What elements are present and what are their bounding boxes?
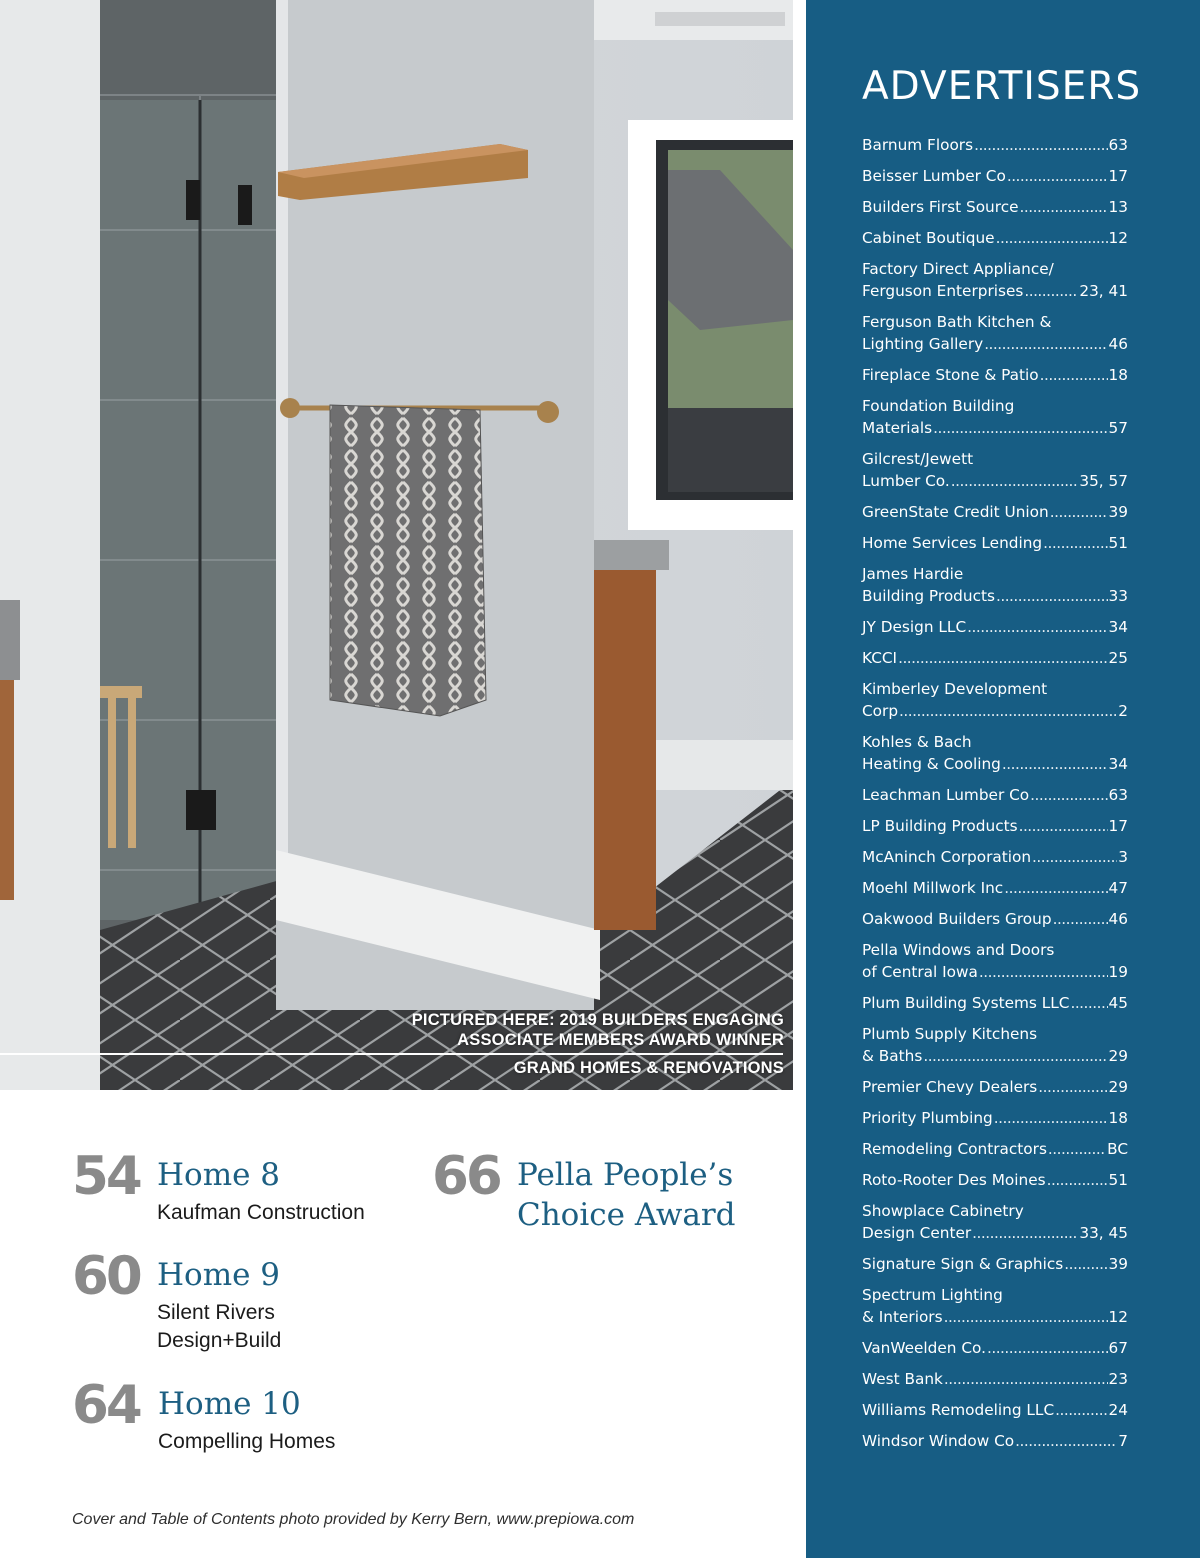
advertiser-row — [862, 784, 1128, 806]
advertiser-entry[interactable] — [862, 258, 1128, 302]
advertiser-row — [862, 1337, 1128, 1359]
advertiser-name: Remodeling Contractors — [862, 1140, 1047, 1158]
advertiser-page: 34 — [1108, 618, 1128, 636]
advertiser-name: VanWeelden Co. — [862, 1339, 986, 1357]
advertiser-name: & Interiors — [862, 1308, 943, 1326]
dot-leader — [1050, 501, 1108, 523]
advertiser-name: GreenState Credit Union — [862, 503, 1049, 521]
advertiser-row — [862, 1107, 1128, 1129]
advertiser-name-line: Gilcrest/Jewett — [862, 450, 974, 468]
feature-subtitle-line-2: Design+Build — [157, 1329, 282, 1352]
caption-divider — [0, 1053, 783, 1055]
advertiser-entry[interactable] — [862, 908, 1128, 930]
bathroom-photo-illustration — [0, 0, 793, 1090]
dot-leader — [1030, 784, 1107, 806]
dot-leader — [987, 1337, 1108, 1359]
advertiser-page: 46 — [1108, 910, 1128, 928]
dot-leader — [1002, 753, 1108, 775]
advertiser-entry[interactable] — [862, 448, 1128, 492]
advertiser-row — [862, 647, 1128, 669]
dot-leader — [951, 470, 1079, 492]
advertiser-name-line: Kimberley Development — [862, 680, 1048, 698]
dot-leader — [1019, 815, 1108, 837]
advertiser-entry[interactable] — [862, 1138, 1128, 1160]
dot-leader — [1004, 877, 1107, 899]
advertiser-page: 12 — [1108, 229, 1128, 247]
advertiser-page: 57 — [1108, 419, 1128, 437]
advertiser-entry[interactable] — [862, 846, 1128, 868]
advertiser-name: Moehl Millwork Inc — [862, 879, 1004, 897]
dot-leader — [974, 134, 1107, 156]
advertiser-name-line: Plumb Supply Kitchens — [862, 1025, 1038, 1043]
advertiser-name: Home Services Lending — [862, 534, 1043, 552]
advertiser-name: Williams Remodeling LLC — [862, 1401, 1055, 1419]
advertiser-name: Premier Chevy Dealers — [862, 1078, 1038, 1096]
dot-leader — [1032, 846, 1117, 868]
dot-leader — [1015, 1430, 1117, 1452]
advertiser-name: Lighting Gallery — [862, 335, 984, 353]
advertiser-entry[interactable] — [862, 1076, 1128, 1098]
feature-title: Home 9 — [157, 1257, 281, 1293]
advertiser-name: Windsor Window Co — [862, 1432, 1015, 1450]
advertiser-entry[interactable] — [862, 1399, 1128, 1421]
dot-leader — [1007, 165, 1108, 187]
advertiser-name: Fireplace Stone & Patio — [862, 366, 1039, 384]
advertiser-entry[interactable] — [862, 1169, 1128, 1191]
feature-page-number: 66 — [432, 1146, 500, 1207]
feature-title-line-2: Choice Award — [517, 1197, 736, 1233]
advertiser-page: 63 — [1108, 786, 1128, 804]
advertiser-entry[interactable] — [862, 563, 1128, 607]
photo-caption-line-2: ASSOCIATE MEMBERS AWARD WINNER — [457, 1031, 784, 1049]
advertiser-entry[interactable] — [862, 196, 1128, 218]
advertiser-page: 18 — [1108, 366, 1128, 384]
advertiser-entry[interactable] — [862, 1284, 1128, 1328]
advertiser-row — [862, 196, 1128, 218]
advertiser-page: 39 — [1108, 503, 1128, 521]
advertiser-entry[interactable] — [862, 1107, 1128, 1129]
advertiser-row — [862, 1169, 1128, 1191]
advertiser-name-line: Pella Windows and Doors — [862, 941, 1055, 959]
advertiser-name: Design Center — [862, 1224, 972, 1242]
advertiser-entry[interactable] — [862, 992, 1128, 1014]
advertiser-page: 47 — [1108, 879, 1128, 897]
advertiser-name: JY Design LLC — [862, 618, 967, 636]
advertiser-entry[interactable] — [862, 1023, 1128, 1067]
advertiser-name: Heating & Cooling — [862, 755, 1001, 773]
advertiser-row — [862, 333, 1128, 355]
dot-leader — [967, 616, 1107, 638]
advertiser-entry[interactable] — [862, 1368, 1128, 1390]
advertiser-name: Corp — [862, 702, 899, 720]
dot-leader — [994, 1107, 1108, 1129]
dot-leader — [979, 961, 1108, 983]
advertiser-name: Materials — [862, 419, 933, 437]
advertisers-panel — [806, 0, 1200, 1558]
advertiser-entry[interactable] — [862, 501, 1128, 523]
advertiser-name: & Baths — [862, 1047, 923, 1065]
advertiser-row — [862, 470, 1128, 492]
dot-leader — [933, 417, 1107, 439]
advertiser-name: Barnum Floors — [862, 136, 974, 154]
advertiser-page: 33, 45 — [1079, 1224, 1128, 1242]
advertiser-name: Roto-Rooter Des Moines — [862, 1171, 1046, 1189]
photo-credit: Cover and Table of Contents photo provided by Kerry Bern, www.prepiowa.com — [72, 1511, 635, 1528]
advertiser-page: 23, 41 — [1079, 282, 1128, 300]
dot-leader — [984, 333, 1107, 355]
advertiser-entry[interactable] — [862, 1337, 1128, 1359]
advertiser-entry[interactable] — [862, 731, 1128, 775]
advertiser-page: 24 — [1108, 1401, 1128, 1419]
feature-page-number: 64 — [72, 1375, 140, 1436]
dot-leader — [996, 227, 1108, 249]
advertiser-entry[interactable] — [862, 532, 1128, 554]
feature-page-number: 54 — [72, 1146, 140, 1207]
advertiser-entry[interactable] — [862, 1200, 1128, 1244]
dot-leader — [1043, 532, 1107, 554]
dot-leader — [923, 1045, 1107, 1067]
advertiser-page: 51 — [1108, 534, 1128, 552]
advertiser-entry[interactable] — [862, 616, 1128, 638]
advertiser-entry[interactable] — [862, 678, 1128, 722]
dot-leader — [944, 1306, 1108, 1328]
dot-leader — [1048, 1138, 1106, 1160]
dot-leader — [1055, 1399, 1107, 1421]
advertiser-row — [862, 165, 1128, 187]
advertiser-name: Lumber Co. — [862, 472, 950, 490]
dot-leader — [899, 700, 1117, 722]
advertiser-page: 29 — [1108, 1078, 1128, 1096]
advertiser-name: Ferguson Enterprises — [862, 282, 1024, 300]
advertiser-page: 35, 57 — [1079, 472, 1128, 490]
photo-caption-line-3: GRAND HOMES & RENOVATIONS — [513, 1059, 784, 1077]
advertiser-row — [862, 364, 1128, 386]
advertiser-name: West Bank — [862, 1370, 943, 1388]
advertiser-entry[interactable] — [862, 815, 1128, 837]
advertiser-entry[interactable] — [862, 1253, 1128, 1275]
advertiser-name: Oakwood Builders Group — [862, 910, 1052, 928]
advertiser-entry[interactable] — [862, 364, 1128, 386]
advertiser-row — [862, 815, 1128, 837]
advertiser-name: Signature Sign & Graphics — [862, 1255, 1064, 1273]
advertiser-entry[interactable] — [862, 939, 1128, 983]
dot-leader — [1024, 280, 1078, 302]
advertiser-name-line: Spectrum Lighting — [862, 1286, 1003, 1304]
dot-leader — [1070, 992, 1107, 1014]
feature-title: Home 8 — [157, 1157, 281, 1193]
advertiser-row — [862, 1222, 1128, 1244]
advertiser-name: Beisser Lumber Co — [862, 167, 1006, 185]
feature-subtitle: Kaufman Construction — [157, 1201, 365, 1224]
advertiser-row — [862, 992, 1128, 1014]
dot-leader — [1047, 1169, 1108, 1191]
feature-subtitle-line-1: Silent Rivers — [157, 1301, 275, 1324]
advertiser-page: BC — [1107, 1140, 1128, 1158]
advertiser-row — [862, 501, 1128, 523]
advertiser-page: 63 — [1108, 136, 1128, 154]
advertiser-entry[interactable] — [862, 1430, 1128, 1452]
advertiser-entry[interactable] — [862, 227, 1128, 249]
advertiser-page: 17 — [1108, 167, 1128, 185]
advertiser-page: 19 — [1108, 963, 1128, 981]
advertiser-row — [862, 227, 1128, 249]
advertiser-list — [862, 134, 1128, 1461]
advertiser-name: LP Building Products — [862, 817, 1018, 835]
advertiser-row — [862, 877, 1128, 899]
advertiser-name-line: James Hardie — [862, 565, 964, 583]
advertiser-name-line: Foundation Building — [862, 397, 1015, 415]
advertiser-name: Cabinet Boutique — [862, 229, 995, 247]
advertiser-name: Priority Plumbing — [862, 1109, 993, 1127]
advertisers-title: ADVERTISERS — [862, 64, 1142, 109]
dot-leader — [1053, 908, 1108, 930]
advertiser-row — [862, 280, 1128, 302]
advertiser-page: 39 — [1108, 1255, 1128, 1273]
advertiser-page: 2 — [1118, 702, 1128, 720]
feature-title-line-1: Pella People’s — [517, 1157, 734, 1193]
advertiser-name: Plum Building Systems LLC — [862, 994, 1070, 1012]
advertiser-page: 3 — [1118, 848, 1128, 866]
advertiser-row — [862, 532, 1128, 554]
dot-leader — [1040, 364, 1108, 386]
advertiser-name-line: Kohles & Bach — [862, 733, 972, 751]
advertiser-name: of Central Iowa — [862, 963, 978, 981]
advertiser-page: 25 — [1108, 649, 1128, 667]
advertiser-row — [862, 134, 1128, 156]
feature-title: Home 10 — [158, 1386, 301, 1422]
advertiser-name-line: Ferguson Bath Kitchen & — [862, 313, 1052, 331]
advertiser-page: 51 — [1108, 1171, 1128, 1189]
advertiser-row — [862, 1368, 1128, 1390]
advertiser-entry[interactable] — [862, 395, 1128, 439]
advertiser-row — [862, 616, 1128, 638]
advertiser-entry[interactable] — [862, 647, 1128, 669]
advertiser-row — [862, 417, 1128, 439]
advertiser-page: 7 — [1118, 1432, 1128, 1450]
advertiser-entry[interactable] — [862, 165, 1128, 187]
advertiser-row — [862, 700, 1128, 722]
advertiser-entry[interactable] — [862, 134, 1128, 156]
feature-subtitle: Compelling Homes — [158, 1430, 336, 1453]
advertiser-row — [862, 846, 1128, 868]
advertiser-name-line: Showplace Cabinetry — [862, 1202, 1024, 1220]
advertiser-page: 17 — [1108, 817, 1128, 835]
advertiser-row — [862, 585, 1128, 607]
advertiser-page: 29 — [1108, 1047, 1128, 1065]
dot-leader — [1038, 1076, 1107, 1098]
advertiser-page: 23 — [1108, 1370, 1128, 1388]
advertiser-entry[interactable] — [862, 877, 1128, 899]
advertiser-name: KCCI — [862, 649, 898, 667]
advertiser-row — [862, 1045, 1128, 1067]
advertiser-row — [862, 1138, 1128, 1160]
advertiser-row — [862, 1253, 1128, 1275]
advertiser-row — [862, 1306, 1128, 1328]
advertiser-page: 67 — [1108, 1339, 1128, 1357]
advertiser-row — [862, 908, 1128, 930]
dot-leader — [944, 1368, 1108, 1390]
dot-leader — [996, 585, 1108, 607]
advertiser-page: 13 — [1108, 198, 1128, 216]
advertiser-page: 45 — [1108, 994, 1128, 1012]
advertiser-row — [862, 961, 1128, 983]
advertiser-name: McAninch Corporation — [862, 848, 1032, 866]
advertiser-name: Builders First Source — [862, 198, 1019, 216]
dot-leader — [972, 1222, 1078, 1244]
photo-caption-line-1: PICTURED HERE: 2019 BUILDERS ENGAGING — [411, 1011, 784, 1029]
dot-leader — [898, 647, 1107, 669]
advertiser-row — [862, 1399, 1128, 1421]
advertiser-entry[interactable] — [862, 784, 1128, 806]
advertiser-name-line: Factory Direct Appliance/ — [862, 260, 1054, 278]
bathroom-photo — [0, 0, 793, 1090]
advertiser-page: 18 — [1108, 1109, 1128, 1127]
advertiser-row — [862, 1076, 1128, 1098]
dot-leader — [1020, 196, 1108, 218]
advertiser-page: 46 — [1108, 335, 1128, 353]
advertiser-row — [862, 1430, 1128, 1452]
advertiser-name: Building Products — [862, 587, 995, 605]
advertiser-name: Leachman Lumber Co — [862, 786, 1030, 804]
dot-leader — [1064, 1253, 1107, 1275]
advertiser-row — [862, 753, 1128, 775]
advertiser-page: 34 — [1108, 755, 1128, 773]
feature-page-number: 60 — [72, 1246, 140, 1307]
advertiser-page: 33 — [1108, 587, 1128, 605]
advertiser-page: 12 — [1108, 1308, 1128, 1326]
advertiser-entry[interactable] — [862, 311, 1128, 355]
